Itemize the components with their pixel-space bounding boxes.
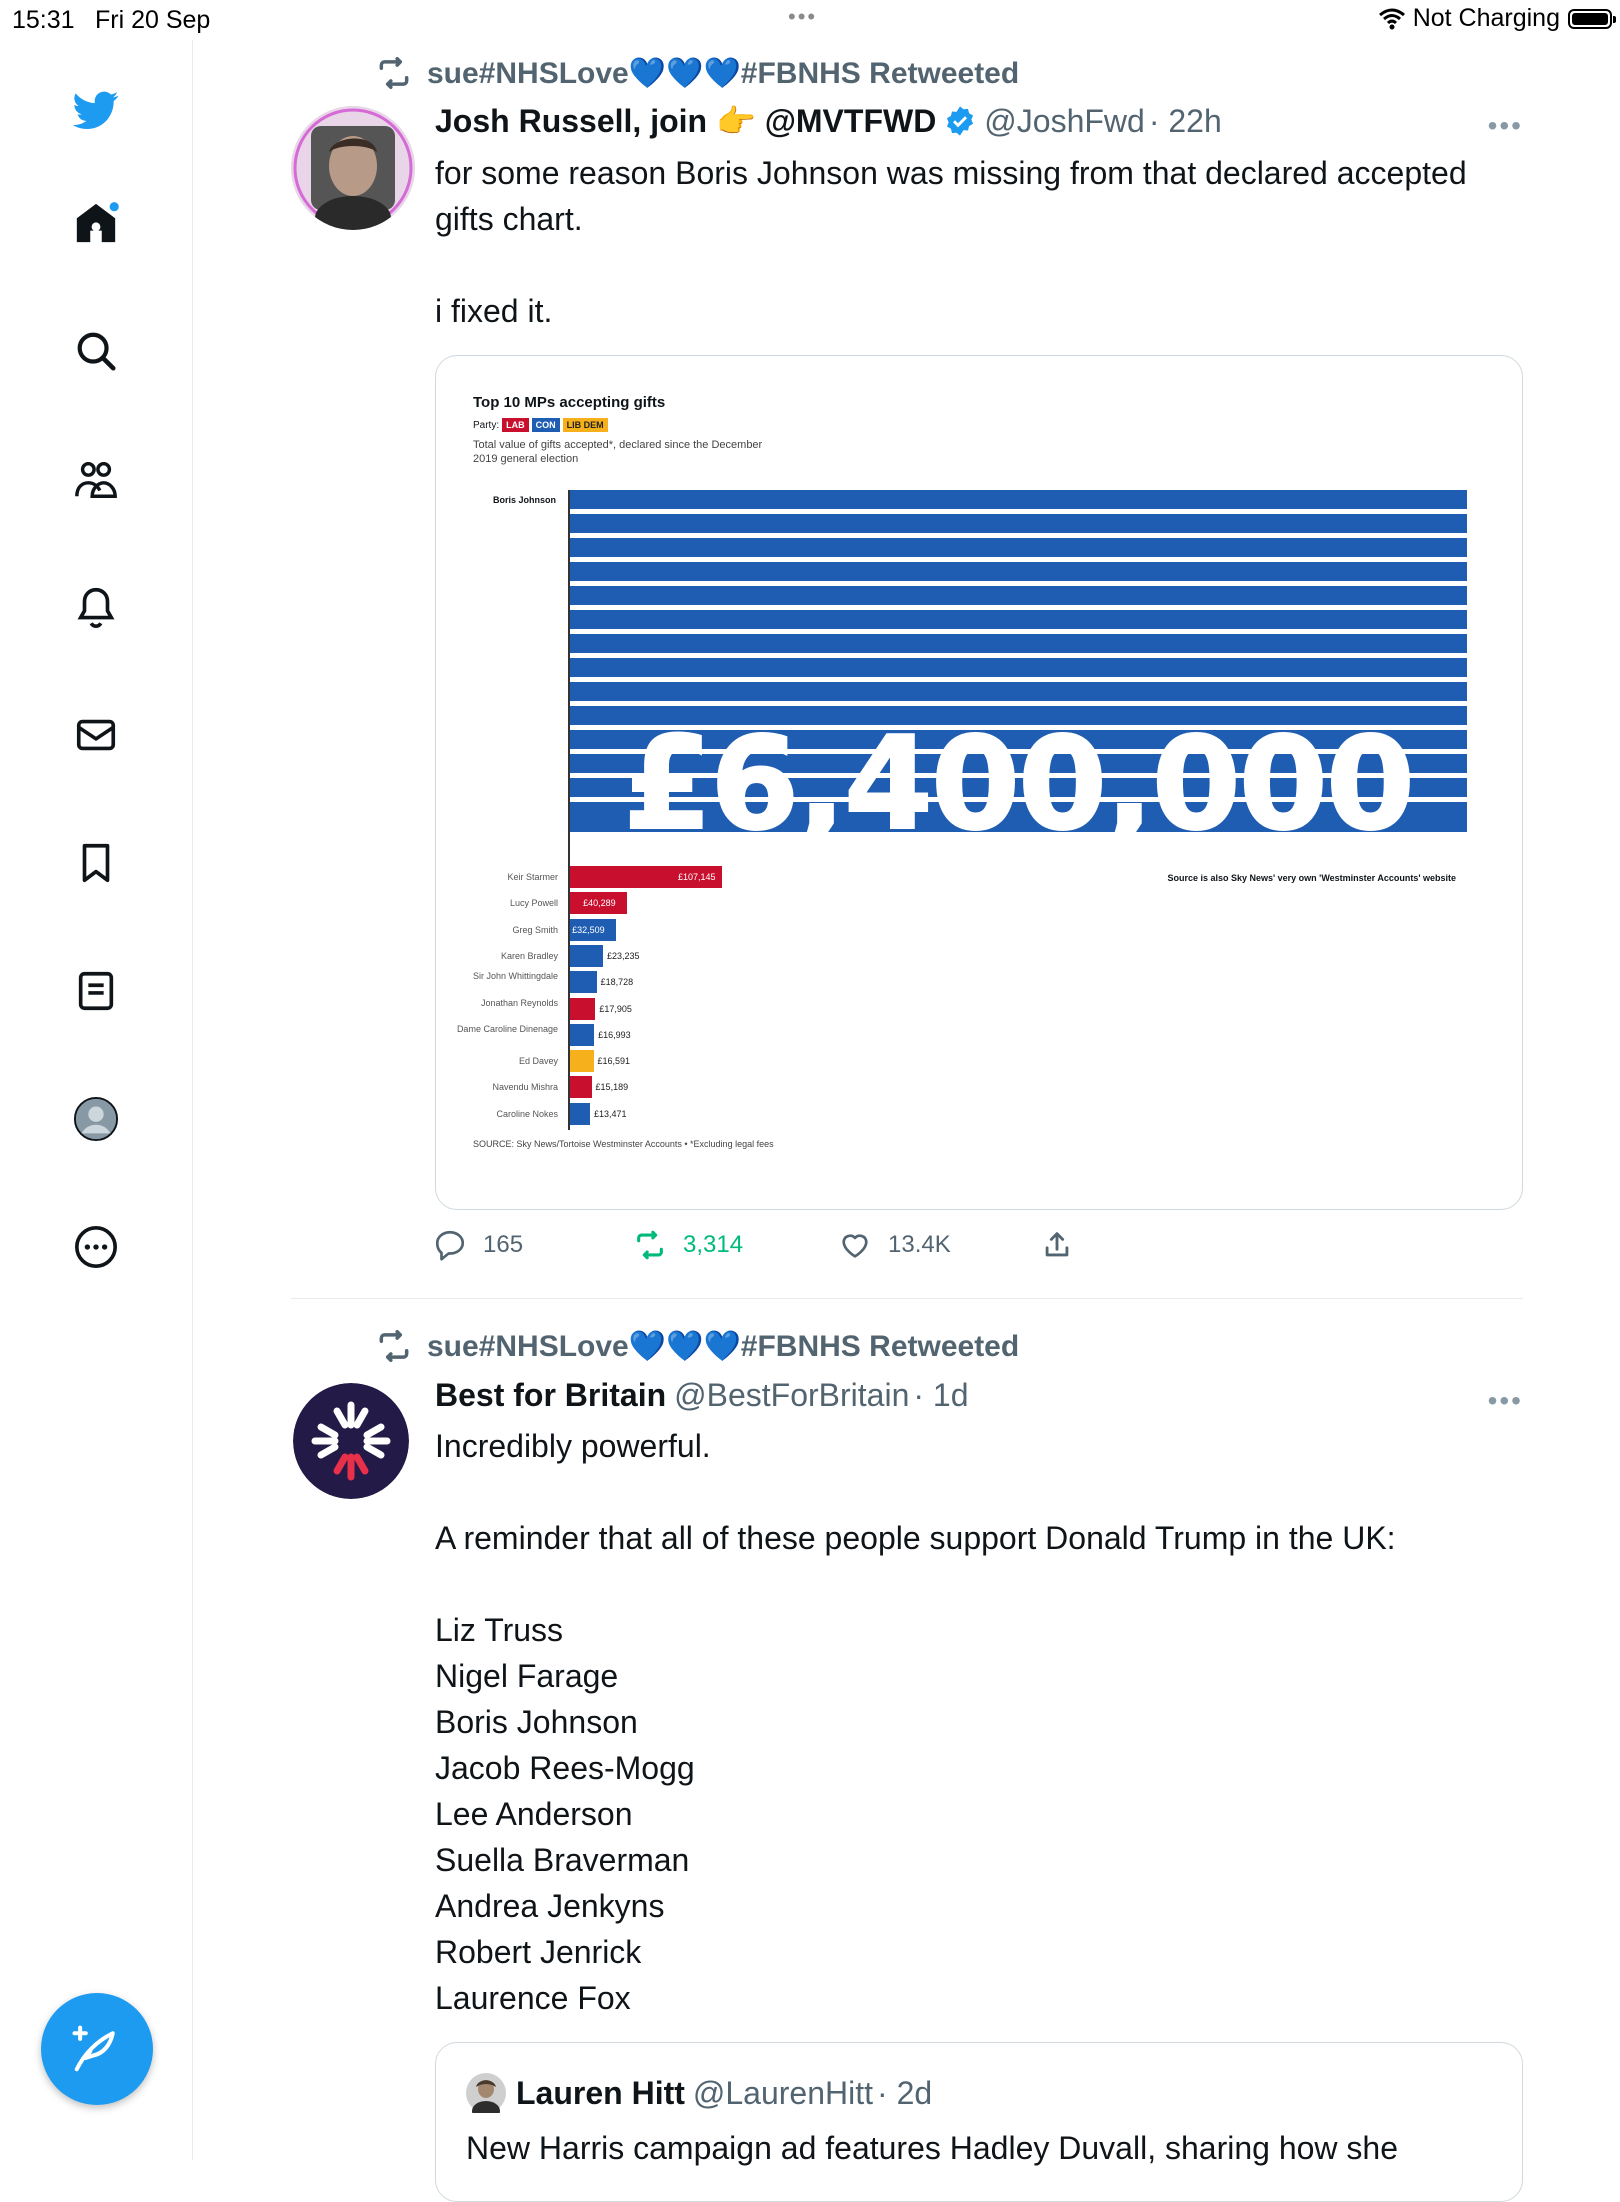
highlight-source-note: Source is also Sky News' very own 'Westminster Accounts' website: [1167, 873, 1456, 883]
more-options-icon[interactable]: •••: [1487, 1385, 1523, 1416]
tweet-actions: [0, 1228, 1620, 1278]
bar-category-label: Karen Bradley: [500, 950, 558, 961]
legend-lib-dem: LIB DEM: [563, 418, 608, 432]
bar-row: [436, 1103, 1523, 1125]
chart-title: Top 10 MPs accepting gifts: [473, 394, 666, 411]
bar-category-label: Keir Starmer: [507, 872, 558, 882]
lists-icon[interactable]: [71, 966, 121, 1016]
bar-label-boris-johnson: Boris Johnson: [493, 495, 557, 505]
highlight-bar-stripe: [569, 538, 1467, 557]
multitasking-dots-icon[interactable]: •••: [788, 4, 818, 29]
party-legend-label: Party:: [473, 419, 500, 431]
chart-subtitle: Total value of gifts accepted*, declared since the December 2019 general election: [473, 439, 763, 465]
bar-value-label: £17,905: [599, 1003, 632, 1014]
quote-timestamp: · 2d: [877, 2074, 933, 2111]
bar: [570, 1024, 594, 1046]
bar-value-label: £16,993: [598, 1029, 631, 1040]
tweet-text: Incredibly powerful. A reminder that all of these people support Donald Trump in the UK: Liz Truss Nigel Farage Boris Johnson Jacob Rees-Mogg Lee Anderson Suella Braverman Andrea Jenkyns Robert Jenrick Laurence Fox: [435, 1428, 1396, 2016]
bar-category-label: Ed Davey: [518, 1056, 558, 1067]
author-name[interactable]: Josh Russell, join 👉 @MVTFWD: [435, 103, 937, 139]
home-icon[interactable]: [71, 198, 121, 248]
bar-row: [436, 1050, 1523, 1072]
reply-button[interactable]: [433, 1228, 523, 1262]
highlight-bar-stripe: [569, 562, 1467, 581]
bar-row: [436, 1024, 1523, 1046]
author-avatar[interactable]: [293, 1383, 409, 1499]
tweet-timestamp[interactable]: · 22h: [1148, 102, 1222, 139]
bar-value-label: £18,728: [600, 977, 634, 988]
retweet-button[interactable]: [633, 1228, 743, 1262]
bar-category-label: Navendu Mishra: [492, 1082, 558, 1093]
bar-value-label: £23,235: [606, 950, 640, 961]
retweet-icon: [633, 1228, 667, 1262]
bar-category-label: Jonathan Reynolds: [480, 997, 558, 1008]
author-handle[interactable]: @JoshFwd: [984, 102, 1145, 139]
highlight-bar-boris-johnson: [569, 490, 1467, 858]
retweeted-by-label: sue#NHSLove💙💙💙#FBNHS Retweeted: [427, 56, 1020, 90]
party-legend: [473, 418, 608, 432]
status-time: 15:31: [12, 6, 75, 34]
more-options-icon[interactable]: •••: [1487, 110, 1523, 141]
author-avatar[interactable]: [291, 106, 415, 230]
bar-category-label: Greg Smith: [512, 924, 558, 935]
retweet-context[interactable]: [375, 54, 1019, 92]
bar-value-label: £16,591: [597, 1056, 631, 1067]
verified-badge-icon: [944, 105, 976, 137]
chart-source: SOURCE: Sky News/Tortoise Westminster Accounts • *Excluding legal fees: [473, 1139, 774, 1149]
profile-avatar-icon[interactable]: [71, 1094, 121, 1144]
highlight-bar-stripe: [569, 682, 1467, 701]
bar: [570, 971, 597, 993]
quote-author-handle: @LaurenHitt: [692, 2074, 874, 2111]
status-bar: [0, 0, 1620, 40]
retweet-count: 3,314: [683, 1231, 744, 1258]
bar-row: [436, 866, 1523, 888]
highlight-bar-stripe: [569, 514, 1467, 533]
like-button[interactable]: [838, 1228, 951, 1262]
bar-row: [436, 998, 1523, 1020]
compose-feather-icon: [70, 2022, 124, 2076]
quote-text: New Harris campaign ad features Hadley Duvall, sharing how she: [466, 2130, 1398, 2166]
bar: [570, 1076, 592, 1098]
wifi-icon: [1379, 8, 1405, 30]
bookmark-icon[interactable]: [71, 838, 121, 888]
bar-category-label: Sir John Whittingdale: [472, 971, 558, 982]
bar-value-label: £15,189: [595, 1082, 629, 1093]
bar: [570, 945, 603, 967]
highlight-value-label: £6,400,000: [623, 710, 1413, 859]
highlight-bar-stripe: [569, 586, 1467, 605]
quoted-tweet[interactable]: [435, 2042, 1523, 2202]
bar: [570, 1103, 590, 1125]
bar-category-label: Dame Caroline Dinenage: [456, 1023, 558, 1034]
bar: [570, 998, 595, 1020]
notifications-bell-icon[interactable]: [71, 582, 121, 632]
share-icon: [1040, 1228, 1074, 1262]
bar-value-label: £40,289: [583, 898, 616, 909]
battery-icon: [1568, 9, 1612, 29]
quote-author-avatar[interactable]: [466, 2073, 506, 2113]
highlight-bar-stripe: [569, 634, 1467, 653]
legend-con: CON: [532, 418, 560, 432]
compose-tweet-button[interactable]: [41, 1993, 153, 2105]
heart-icon: [838, 1228, 872, 1262]
retweet-icon: [375, 1327, 413, 1365]
quote-author-name: Lauren Hitt: [516, 2074, 685, 2111]
status-date: Fri 20 Sep: [95, 6, 211, 34]
tweet-divider: [291, 1298, 1523, 1299]
bar-value-label: £32,509: [572, 924, 605, 935]
bar-row: [436, 1076, 1523, 1098]
twitter-bird-icon[interactable]: [71, 85, 121, 135]
messages-mail-icon[interactable]: [71, 710, 121, 760]
sidebar-nav: [0, 40, 193, 2160]
like-count: 13.4K: [888, 1231, 951, 1258]
bar-category-label: Caroline Nokes: [496, 1108, 558, 1119]
bar-row: [436, 892, 1523, 914]
communities-icon[interactable]: [71, 454, 121, 504]
highlight-bar-stripe: [569, 490, 1467, 509]
retweet-icon: [375, 54, 413, 92]
tweet-text: for some reason Boris Johnson was missing from that declared accepted gifts chart. i fixed it.: [435, 155, 1467, 329]
reply-icon: [433, 1228, 467, 1262]
highlight-bar-stripe: [569, 658, 1467, 677]
bar-row: [436, 919, 1523, 941]
bar-value-label: £107,145: [678, 872, 716, 882]
reply-count: 165: [483, 1231, 524, 1258]
bar-value-label: £13,471: [594, 1108, 627, 1119]
charging-status: Not Charging: [1412, 4, 1560, 32]
bar-category-label: Lucy Powell: [509, 898, 558, 909]
retweet-context[interactable]: [375, 1327, 1019, 1365]
author-handle[interactable]: @BestForBritain: [674, 1377, 910, 1413]
legend-lab: LAB: [502, 418, 529, 432]
tweet-media-chart[interactable]: [435, 355, 1523, 1210]
bar-row: [436, 971, 1523, 993]
bar: [570, 1050, 594, 1072]
tweet-timestamp[interactable]: · 1d: [913, 1377, 969, 1413]
retweeted-by-label: sue#NHSLove💙💙💙#FBNHS Retweeted: [427, 1329, 1020, 1363]
bar-row: [436, 945, 1523, 967]
highlight-bar-stripe: [569, 610, 1467, 629]
author-name[interactable]: Best for Britain: [435, 1377, 667, 1413]
search-icon[interactable]: [71, 326, 121, 376]
share-button[interactable]: [1040, 1228, 1090, 1262]
